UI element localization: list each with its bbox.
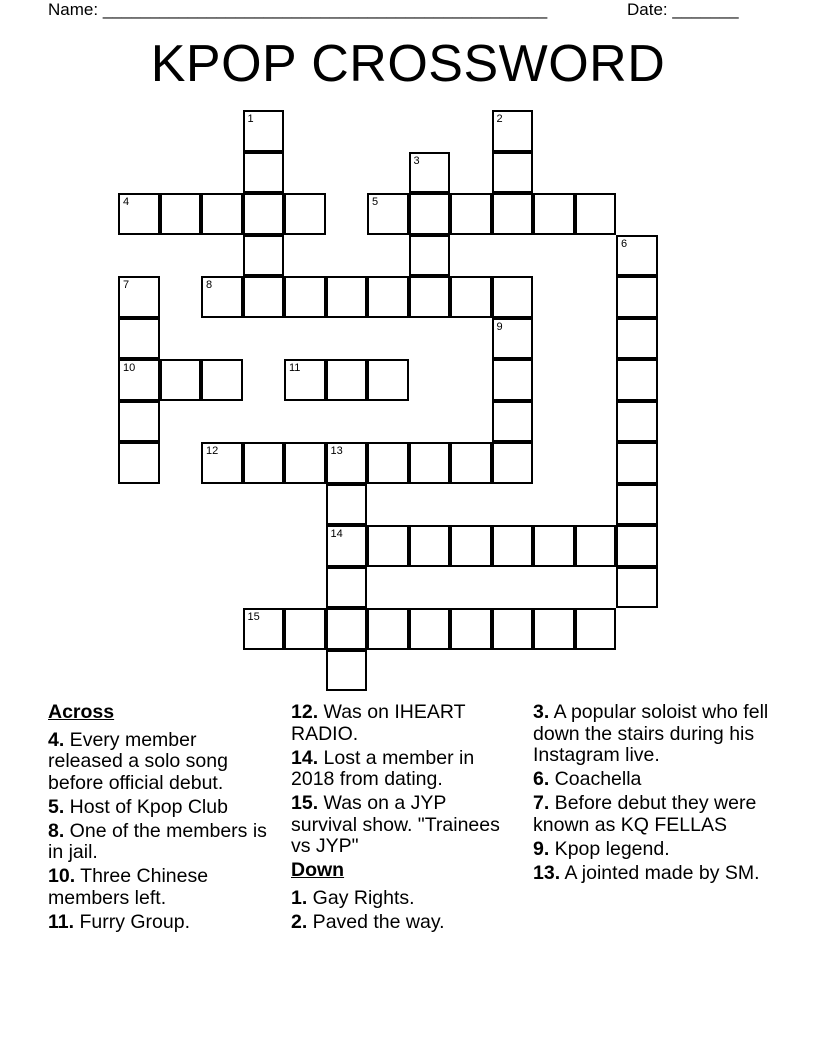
grid-cell[interactable]: [492, 525, 534, 567]
grid-cell[interactable]: [367, 276, 409, 318]
grid-cell[interactable]: [243, 152, 285, 194]
grid-cell[interactable]: [492, 608, 534, 650]
grid-cell[interactable]: [284, 608, 326, 650]
clue-across-14: 14. Lost a member in 2018 from dating.: [291, 746, 475, 790]
clue-number: 6: [621, 237, 628, 250]
grid-cell[interactable]: [118, 318, 160, 360]
clue-down-13: 13. A jointed made by SM.: [533, 861, 760, 884]
clue-number: 12: [206, 445, 219, 457]
grid-cell[interactable]: [118, 359, 160, 401]
grid-cell[interactable]: [118, 193, 160, 235]
grid-cell[interactable]: [118, 442, 160, 484]
grid-cell[interactable]: [201, 276, 243, 318]
grid-cell[interactable]: [492, 110, 534, 152]
grid-cell[interactable]: [326, 484, 368, 526]
grid-cell[interactable]: [450, 442, 492, 484]
grid-cell[interactable]: [367, 359, 409, 401]
across-heading: Across: [48, 701, 115, 723]
page-title: KPOP CROSSWORD: [150, 35, 666, 93]
grid-cell[interactable]: [575, 525, 617, 567]
clue-number: 5: [372, 196, 379, 208]
grid-cell[interactable]: [450, 608, 492, 650]
grid-cell[interactable]: [118, 401, 160, 443]
date-label: Date:: [627, 0, 668, 19]
clue-number: 3: [413, 154, 420, 167]
grid-cell[interactable]: [409, 608, 451, 650]
grid-cell[interactable]: [243, 442, 285, 484]
grid-cell[interactable]: [492, 442, 534, 484]
clue-number: 7: [123, 279, 130, 291]
clue-down-7: 7. Before debut they were known as KQ FELLAS: [533, 792, 757, 836]
clue-number: 14: [330, 528, 343, 540]
grid-cell[interactable]: [326, 525, 368, 567]
grid-cell[interactable]: [409, 276, 451, 318]
grid-cell[interactable]: [492, 318, 534, 360]
grid-cell[interactable]: [492, 401, 534, 443]
grid-cell[interactable]: [201, 359, 243, 401]
grid-cell[interactable]: [575, 608, 617, 650]
clue-number: 4: [123, 196, 130, 208]
grid-cell[interactable]: [616, 276, 658, 318]
clue-down-3: 3. A popular soloist who fell down the stairs during his Instagram live.: [533, 701, 769, 766]
clue-number: 13: [330, 445, 343, 457]
grid-cell[interactable]: [492, 359, 534, 401]
clue-down-2: 2. Paved the way.: [291, 910, 445, 933]
clues-column-3: [533, 702, 773, 887]
grid-cell[interactable]: [367, 193, 409, 235]
down-heading: Down: [291, 859, 345, 881]
clue-across-8: 8. One of the members is in jail.: [48, 819, 267, 863]
clue-number: 15: [247, 611, 260, 623]
grid-cell[interactable]: [284, 442, 326, 484]
grid-cell[interactable]: [616, 318, 658, 360]
clue-number: 9: [496, 320, 503, 333]
grid-cell[interactable]: [616, 401, 658, 443]
date-blank[interactable]: _______: [672, 0, 739, 19]
grid-cell[interactable]: [367, 608, 409, 650]
grid-cell[interactable]: [201, 442, 243, 484]
grid-cell[interactable]: [616, 359, 658, 401]
grid-cell[interactable]: [409, 525, 451, 567]
clues-column-1: [48, 702, 273, 936]
grid-cell[interactable]: [409, 152, 451, 194]
name-blank[interactable]: _______________________________________________: [102, 0, 548, 19]
grid-cell[interactable]: [243, 110, 285, 152]
clue-across-10: 10. Three Chinese members left.: [48, 865, 209, 909]
clues-column-2: [291, 702, 513, 936]
clue-number: 8: [206, 279, 213, 291]
grid-cell[interactable]: [367, 442, 409, 484]
grid-cell[interactable]: [284, 193, 326, 235]
grid-cell[interactable]: [409, 235, 451, 277]
grid-cell[interactable]: [367, 525, 409, 567]
grid-cell[interactable]: [409, 442, 451, 484]
grid-cell[interactable]: [533, 525, 575, 567]
grid-cell[interactable]: [616, 484, 658, 526]
grid-cell[interactable]: [450, 276, 492, 318]
grid-cell[interactable]: [492, 193, 534, 235]
grid-cell[interactable]: [533, 608, 575, 650]
grid-cell[interactable]: [243, 608, 285, 650]
clue-across-15: 15. Was on a JYP survival show. "Trainees vs JYP": [291, 792, 500, 857]
grid-cell[interactable]: [326, 567, 368, 609]
grid-cell[interactable]: [409, 193, 451, 235]
clue-number: 11: [289, 362, 301, 374]
clue-across-4: 4. Every member released a solo song before official debut.: [48, 728, 228, 794]
grid-cell[interactable]: [326, 442, 368, 484]
grid-cell[interactable]: [492, 152, 534, 194]
grid-cell[interactable]: [243, 276, 285, 318]
clue-across-11: 11. Furry Group.: [48, 910, 190, 933]
clue-number: 2: [496, 113, 503, 125]
grid-cell[interactable]: [326, 276, 368, 318]
grid-cell[interactable]: [450, 193, 492, 235]
clue-down-1: 1. Gay Rights.: [291, 886, 415, 909]
clue-down-6: 6. Coachella: [533, 768, 642, 790]
name-line: [48, 0, 547, 20]
grid-cell[interactable]: [533, 193, 575, 235]
grid-cell[interactable]: [326, 608, 368, 650]
clue-across-12: 12. Was on IHEART RADIO.: [291, 701, 466, 745]
clue-down-9: 9. Kpop legend.: [533, 837, 670, 860]
name-label: Name:: [48, 0, 99, 19]
grid-cell[interactable]: [243, 235, 285, 277]
grid-cell[interactable]: [616, 442, 658, 484]
grid-cell[interactable]: [616, 525, 658, 567]
grid-cell[interactable]: [450, 525, 492, 567]
date-line: [627, 0, 739, 20]
grid-cell[interactable]: [492, 276, 534, 318]
clue-number: 10: [123, 362, 136, 374]
grid-cell[interactable]: [243, 193, 285, 235]
grid-cell[interactable]: [575, 193, 617, 235]
grid-cell[interactable]: [284, 359, 326, 401]
grid-cell[interactable]: [326, 650, 368, 692]
grid-cell[interactable]: [616, 567, 658, 609]
grid-cell[interactable]: [201, 193, 243, 235]
grid-cell[interactable]: [160, 359, 202, 401]
grid-cell[interactable]: [284, 276, 326, 318]
grid-cell[interactable]: [160, 193, 202, 235]
grid-cell[interactable]: [616, 235, 658, 277]
clue-number: 1: [247, 113, 254, 125]
grid-cell[interactable]: [118, 276, 160, 318]
clue-across-5: 5. Host of Kpop Club: [48, 795, 228, 818]
grid-cell[interactable]: [326, 359, 368, 401]
